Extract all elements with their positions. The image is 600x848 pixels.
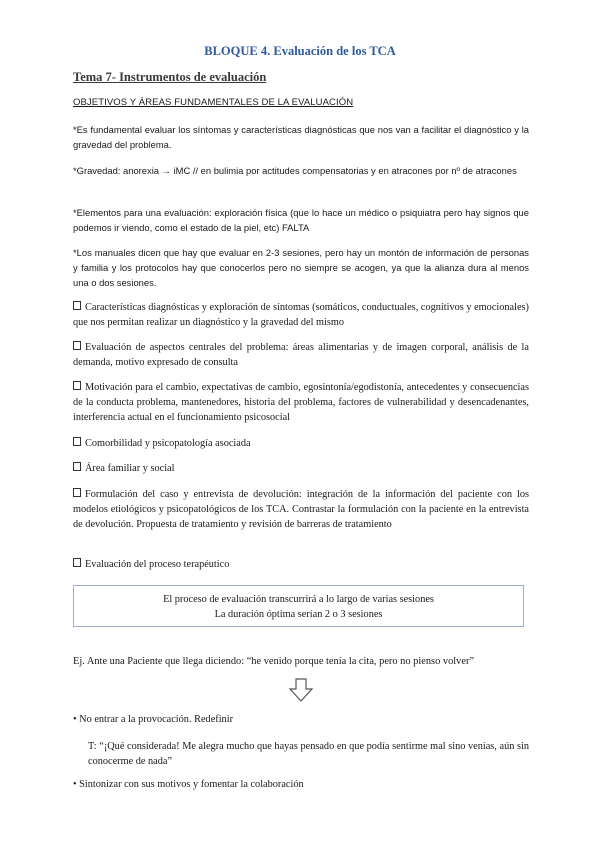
area-item-text: Evaluación del proceso terapéutico [85, 559, 230, 570]
therapist-response: T: “¡Qué considerada! Me alegra mucho que hayas pensado en que podía sentirme mal sino venías, aún sin conocerme de nada” [88, 741, 529, 767]
area-item [73, 557, 529, 572]
checkbox-icon [73, 437, 81, 446]
section-heading: OBJETIVOS Y ÁREAS FUNDAMENTALES DE LA EVALUACIÓN [73, 97, 354, 108]
area-item-text: Comorbilidad y psicopatología asociada [85, 438, 251, 449]
area-item-text: Características diagnósticas y exploración de síntomas (somáticos, conductuales, cognitivos y emocionales) que nos permitan realizar un diagnóstico y la gravedad del mismo [73, 302, 529, 328]
area-item [73, 300, 529, 330]
example-intro: Ej. Ante una Paciente que llega diciendo: “he venido porque tenía la cita, pero no pienso volver” [73, 656, 475, 667]
example-point: • No entrar a la provocación. Redefinir [73, 714, 233, 725]
callout-line: El proceso de evaluación transcurrirá a lo largo de varias sesiones [163, 594, 434, 605]
note-paragraph: *Los manuales dicen que hay que evaluar en 2-3 sesiones, pero hay un montón de información de personas y familia y los protocolos hay que conocerlos pero no siempre se acogen, ya que la alianza dura al menos una o dos sesiones. [73, 247, 529, 288]
area-item [73, 380, 529, 425]
checkbox-icon [73, 558, 81, 567]
area-item-text: Motivación para el cambio, expectativas de cambio, egosintonía/egodistonía, antecedentes y consecuencias de la conducta problema, mantenedores, historia del problema, factores de vulnerabilidad y desencadenantes, interferencia actual en el funcionamiento psicosocial [73, 382, 529, 423]
note-paragraph: *Elementos para una evaluación: exploración física (que lo hace un médico o psiquiatra pero hay signos que podemos ir viendo, como el estado de la piel, etc) FALTA [73, 207, 529, 233]
block-title: BLOQUE 4. Evaluación de los TCA [204, 44, 396, 58]
callout-box [73, 585, 524, 627]
checkbox-icon [73, 381, 81, 390]
checkbox-icon [73, 341, 81, 350]
area-item-text: Área familiar y social [85, 463, 175, 474]
checkbox-icon [73, 462, 81, 471]
topic-title: Tema 7- Instrumentos de evaluación [73, 70, 267, 84]
area-item-text: Formulación del caso y entrevista de devolución: integración de la información del paciente con los modelos etiológicos y psicopatológicos de los TCA. Contrastar la formulación con la paciente en la entrevista de devolución. Propuesta de tratamiento y revisión de barreras de tratamiento [73, 489, 529, 530]
area-item [73, 436, 529, 451]
area-item [73, 461, 529, 476]
area-item [73, 487, 529, 532]
note-paragraph: *Es fundamental evaluar los síntomas y características diagnósticas que nos van a facilitar el diagnóstico y la gravedad del problema. [73, 124, 529, 150]
area-item [73, 340, 529, 370]
area-item-text: Evaluación de aspectos centrales del problema: áreas alimentarias y de imagen corporal, análisis de la demanda, motivo expresado de consulta [73, 342, 529, 368]
checkbox-icon [73, 488, 81, 497]
down-arrow-icon [288, 678, 314, 702]
callout-line: La duración óptima serían 2 o 3 sesiones [214, 609, 383, 620]
note-paragraph: *Gravedad: anorexia → iMC // en bulimia por actitudes compensatorias y en atracones por nº de atracones [73, 165, 517, 176]
checkbox-icon [73, 301, 81, 310]
example-point: • Sintonizar con sus motivos y fomentar la colaboración [73, 779, 304, 790]
